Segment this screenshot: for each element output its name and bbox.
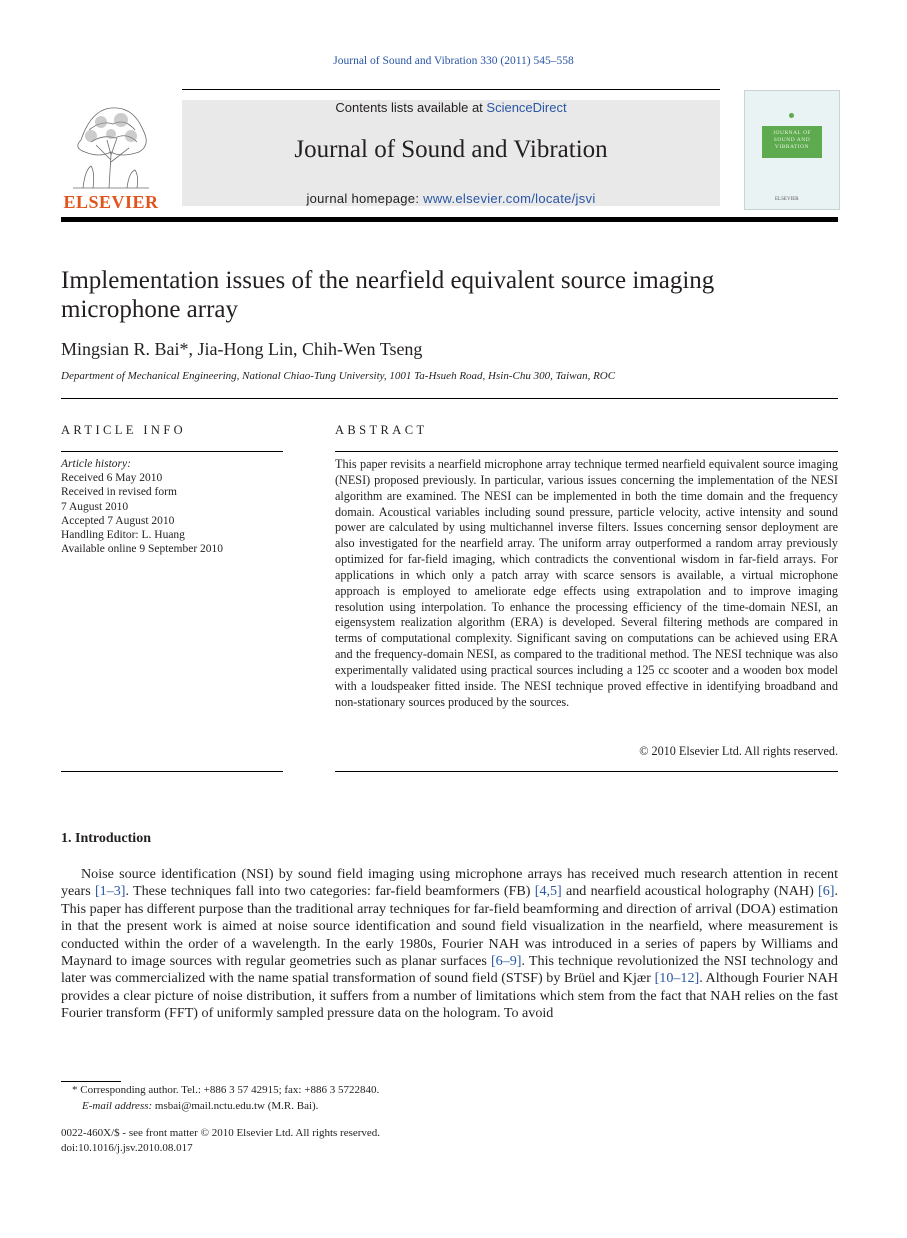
email-address[interactable]: msbai@mail.nctu.edu.tw (M.R. Bai). xyxy=(152,1100,319,1112)
article-info-bottom-rule xyxy=(61,771,283,772)
front-matter-line: 0022-460X/$ - see front matter © 2010 Elsevier Ltd. All rights reserved. xyxy=(61,1127,381,1139)
cover-logo-icon xyxy=(789,113,794,118)
abstract-copyright: © 2010 Elsevier Ltd. All rights reserved. xyxy=(639,744,838,758)
intro-text: . Although Fourier NAH provides a clear picture of noise distribution, it suffers from a number of limitations which stem from the fact that NAH relies on the fast Fourier transform (FFT) of uniformly sampled pressure data on the hologram. To avoid xyxy=(61,970,838,1022)
elsevier-logo xyxy=(61,100,161,210)
doi[interactable]: doi:10.1016/j.jsv.2010.08.017 xyxy=(61,1142,193,1154)
article-title: Implementation issues of the nearfield equivalent source imaging microphone array xyxy=(61,267,715,323)
article-info-heading: ARTICLE INFO xyxy=(61,423,187,437)
cover-publisher: ELSEVIER xyxy=(775,197,799,202)
journal-citation[interactable]: Journal of Sound and Vibration 330 (2011) 545–558 xyxy=(333,55,574,67)
intro-text: and nearfield acoustical holography (NAH) xyxy=(561,883,819,900)
journal-banner xyxy=(182,100,720,206)
front-matter xyxy=(61,1126,380,1156)
corresponding-author-note: * Corresponding author. Tel.: +886 3 57 42915; fax: +886 3 5722840. xyxy=(72,1084,380,1096)
sciencedirect-link[interactable]: ScienceDirect xyxy=(486,100,567,115)
abstract-bottom-rule xyxy=(335,771,838,772)
elsevier-wordmark: ELSEVIER xyxy=(63,192,159,212)
history-item: Handling Editor: L. Huang xyxy=(61,529,185,542)
cover-title: JOURNAL OF SOUND AND VIBRATION xyxy=(772,130,812,150)
abstract-text: This paper revisits a nearfield microphone array technique termed nearfield equivalent source imaging (NESI) proposed previously. In particular, various issues concerning the implementation of the NESI algorithm are examined. The NESI can be implemented in both the time domain and the frequency domain. Acoustical variables including sound pressure, particle velocity, active intensity and sound power are calculated by using multichannel inverse filters. Issues concerning sensor deployment are also investigated for the nearfield array. The uniform array outperformed a random array previously optimized for far-field imaging, which contradicts the conventional wisdom in far-field arrays. For applications in which only a patch array with scarce sensors is available, a virtual microphone approach is employed to ameliorate edge effects using extrapolation and to improve imaging resolution using interpolation. To enhance the processing efficiency of the time-domain NESI, an eigensystem realization algorithm (ERA) is developed. Several filtering methods are compared in terms of computational complexity. Significant saving on computations can be achieved using ERA and the frequency-domain NESI, as compared to the traditional method. The NESI technique was also experimentally validated using practical sources including a 125 cc scooter and a wooden box model with a loudspeaker fitted inside. The NESI technique proved effective in identifying broadband and non-stationary sources produced by the sources. xyxy=(335,457,838,709)
affiliation: Department of Mechanical Engineering, National Chiao-Tung University, 1001 Ta-Hsueh Road, Hsin-Chu 300, Taiwan, ROC xyxy=(61,370,616,382)
history-item: Received 6 May 2010 xyxy=(61,472,163,485)
intro-text: Noise source identification (NSI) by sound field imaging using microphone arrays has received much research attention in recent years xyxy=(61,866,838,900)
banner-rule xyxy=(182,89,720,90)
contents-prefix: Contents lists available at xyxy=(335,100,487,115)
intro-text: . This paper has different purpose than the traditional array techniques for far-field beamforming and direction of arrival (DOA) estimation in that the present work is aimed at noise source identification and sound field visualization in the nearfield, where measurement is conducted within the order of a wavelength. In the early 1980s, Fourier NAH was introduced in a series of papers by Williams and Maynard to image sources with regular geometries such as planar surfaces xyxy=(61,883,839,970)
contents-line xyxy=(182,100,720,115)
journal-title: Journal of Sound and Vibration xyxy=(294,136,608,163)
footnote-rule xyxy=(61,1081,121,1082)
email-label: E-mail address: xyxy=(82,1100,153,1112)
abstract-heading: ABSTRACT xyxy=(335,423,428,437)
intro-text: . These techniques fall into two categories: far-field beamformers (FB) xyxy=(125,883,535,900)
email-note xyxy=(82,1100,318,1112)
intro-text: . This technique revolutionized the NSI technology and later was commercialized with the name spatial transformation of sound field (STSF) by Brüel and Kjær xyxy=(61,953,838,987)
homepage-prefix: journal homepage: xyxy=(306,191,424,206)
article-history xyxy=(61,457,223,556)
header-rule xyxy=(61,217,838,222)
tree-icon xyxy=(61,100,161,190)
homepage-link[interactable]: www.elsevier.com/locate/jsvi xyxy=(423,191,596,206)
authors: Mingsian R. Bai*, Jia-Hong Lin, Chih-Wen Tseng xyxy=(61,339,423,359)
introduction-paragraph xyxy=(61,866,838,1023)
history-item: Received in revised form xyxy=(61,486,177,499)
abstract-rule xyxy=(335,451,838,452)
citation-link[interactable]: [4,5] xyxy=(534,883,562,900)
history-item: 7 August 2010 xyxy=(61,500,129,513)
title-rule xyxy=(61,398,838,399)
cover-title-box xyxy=(762,126,822,158)
history-label: Article history: xyxy=(61,458,131,470)
citation-link[interactable]: [6–9] xyxy=(490,953,522,970)
citation-link[interactable]: [1–3] xyxy=(94,883,126,900)
article-info-rule xyxy=(61,451,283,452)
journal-homepage-line xyxy=(182,191,720,206)
journal-cover-thumbnail xyxy=(744,90,840,210)
citation-link[interactable]: [6] xyxy=(818,883,835,900)
citation-link[interactable]: [10–12] xyxy=(654,970,700,987)
history-item: Available online 9 September 2010 xyxy=(61,543,224,556)
history-item: Accepted 7 August 2010 xyxy=(61,514,175,527)
section-heading-introduction: 1. Introduction xyxy=(61,831,151,846)
